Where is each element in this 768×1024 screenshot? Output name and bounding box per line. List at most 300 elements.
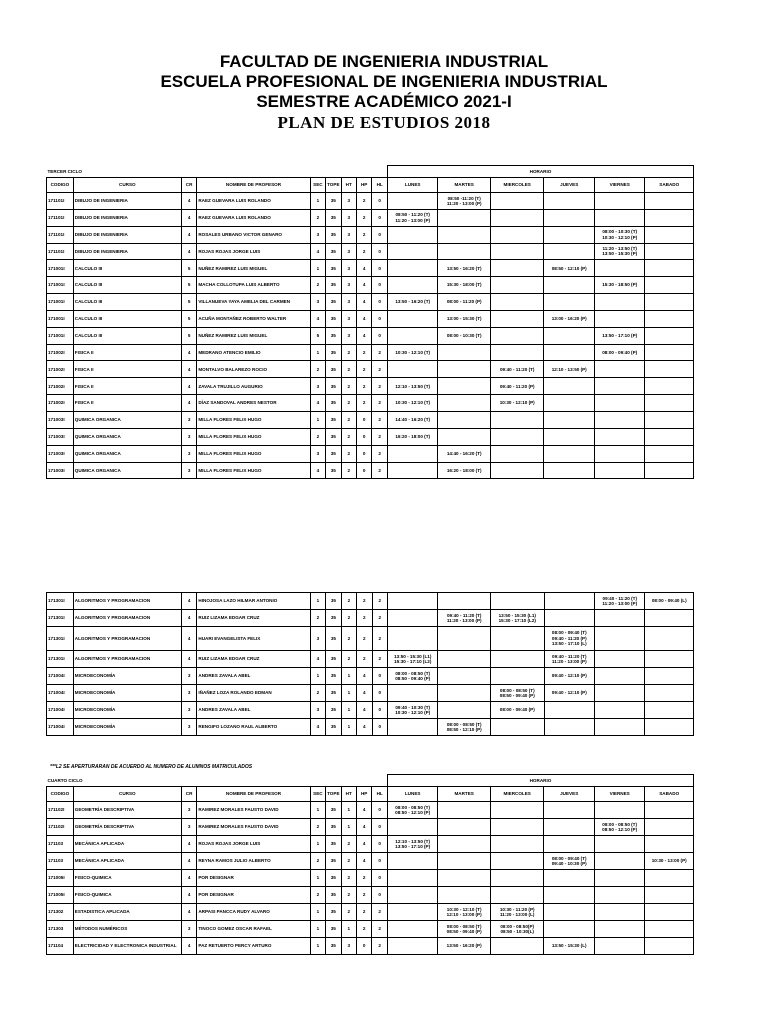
column-header: CURSO	[73, 178, 181, 193]
table-cell	[595, 651, 645, 668]
table-cell: 4	[181, 361, 196, 378]
table-cell	[594, 310, 644, 327]
table-cell: 3	[310, 627, 325, 651]
column-header: SABADO	[645, 787, 694, 802]
table-cell: 1	[310, 938, 325, 955]
table-cell	[645, 904, 694, 921]
table-cell: 4	[181, 378, 196, 395]
table-cell	[645, 193, 694, 210]
table-cell	[645, 887, 694, 904]
table-cell	[544, 428, 594, 445]
table-cell: DÍAZ SANDOVAL ANDRES NESTOR	[197, 395, 310, 412]
table-cell: 171301I	[47, 610, 74, 627]
table-cell	[645, 395, 694, 412]
table-cell	[645, 610, 694, 627]
table-cell: RAEZ GUEVARA LUIS ROLANDO	[197, 209, 310, 226]
table-row	[47, 627, 694, 651]
table-cell: 4	[356, 294, 371, 311]
table-cell	[544, 921, 594, 938]
table-cell: 08:00 - 09:40 (L)	[645, 593, 694, 610]
table-cell	[387, 193, 437, 210]
table-cell	[490, 819, 544, 836]
table-row	[47, 668, 694, 685]
table-cell: 3	[341, 243, 356, 260]
table-cell: 0	[372, 294, 388, 311]
table-cell: DIBUJO DE INGENIERIA	[73, 226, 181, 243]
table-cell: 08:00 - 09:40 (T) 09:40 - 10:30 (P)	[544, 853, 594, 870]
table-cell: 08:50 - 12:10 (P)	[544, 260, 594, 277]
table-cell: 0	[372, 226, 388, 243]
table-cell: 2	[356, 887, 371, 904]
table-cell: 5	[181, 260, 196, 277]
cycle-title: TERCER CICLO	[47, 168, 82, 174]
table-cell	[645, 260, 694, 277]
table-cell: 35	[326, 719, 341, 736]
table-cell	[438, 243, 491, 260]
column-header: JUEVES	[544, 787, 594, 802]
table-cell: 35	[326, 310, 341, 327]
table-cell: 5	[181, 277, 196, 294]
table-cell: 3	[181, 802, 196, 819]
table-cell: 35	[326, 193, 341, 210]
table-cell: 1	[310, 836, 325, 853]
table-cell: QUIMICA ORGANICA	[73, 445, 181, 462]
table-cell: POR DESIGNAR	[197, 870, 310, 887]
table-cell	[387, 938, 437, 955]
table-cell: 3	[310, 294, 325, 311]
table-row	[47, 361, 694, 378]
table-cell	[438, 593, 491, 610]
table-cell: 13:00 - 16:20 (P)	[544, 310, 594, 327]
table-cell: 5	[181, 327, 196, 344]
table-row	[47, 310, 694, 327]
table-cell: 35	[326, 395, 341, 412]
table-cell	[645, 445, 694, 462]
table-cell: 2	[341, 904, 356, 921]
table-cell: 35	[326, 921, 341, 938]
table-cell: 09:40 - 10:30 (T) 10:30 - 12:10 (P)	[387, 702, 437, 719]
column-header: HP	[356, 178, 371, 193]
table-cell	[544, 378, 594, 395]
table-cell: 171302	[47, 904, 74, 921]
table-cell: 15:30 - 18:00 (T)	[438, 277, 491, 294]
table-row	[47, 853, 694, 870]
table-cell: 08:00 - 09:40 (P)	[490, 702, 544, 719]
table-cell	[490, 668, 544, 685]
table-cell: 171101I	[47, 243, 74, 260]
table-cell	[490, 836, 544, 853]
table-cell: 35	[326, 209, 341, 226]
table-cell	[595, 610, 645, 627]
table-cell	[544, 209, 594, 226]
column-header: LUNES	[387, 178, 437, 193]
table-cell	[387, 610, 437, 627]
table-cell	[645, 462, 694, 479]
table-cell: 1	[310, 802, 325, 819]
table-cell: 08:00 - 08:50 (T) 08:50 - 09:40 (P)	[387, 668, 437, 685]
table-cell: ARPASI PANCCA RUDY ALVARO	[197, 904, 310, 921]
table-cell: ZAVALA TRUJILLO AUGURIO	[197, 378, 310, 395]
table-cell: 3	[181, 921, 196, 938]
table-cell: RENGIFO LOZANO RAUL ALBERTO	[197, 719, 310, 736]
table-cell	[490, 593, 544, 610]
table-cell: 2	[372, 395, 388, 412]
table-cell: 4	[356, 260, 371, 277]
table-cell: 10:30 - 12:10 (T)	[387, 344, 437, 361]
table-cell: ELECTRICIDAD Y ELECTRONICA INDUSTRIAL	[73, 938, 181, 955]
table-cell: 4	[357, 719, 372, 736]
table-cell: 35	[326, 428, 341, 445]
table-cell	[387, 277, 437, 294]
table-cell: 10:30 - 12:10 (T) 12:10 - 13:00 (P)	[438, 904, 491, 921]
table-cell: 4	[357, 685, 372, 702]
table-cell	[645, 378, 694, 395]
table-cell	[387, 627, 437, 651]
table-cell: 171004I	[47, 719, 74, 736]
table-cell: 1	[310, 344, 325, 361]
table-cell: 35	[326, 702, 341, 719]
table-cell	[645, 226, 694, 243]
table-cell	[544, 327, 594, 344]
table-cell: 14:40 - 16:20 (T)	[387, 411, 437, 428]
table-cell	[544, 719, 594, 736]
table-cell: 35	[326, 462, 341, 479]
table-cell: 0	[372, 243, 388, 260]
table-cell: 2	[341, 593, 356, 610]
table-cell: MICROECONOMÍA	[73, 668, 181, 685]
table-cell	[490, 428, 544, 445]
table-cell: DIBUJO DE INGENIERIA	[73, 243, 181, 260]
table-cell	[387, 853, 437, 870]
table-cell: 171103	[47, 853, 74, 870]
table-cell	[645, 802, 694, 819]
table-cell: PAZ RETUERTO PERCY ARTURO	[197, 938, 310, 955]
table-cell: 0	[372, 685, 387, 702]
table-cell: 3	[341, 938, 356, 955]
table-cell: 0	[372, 310, 388, 327]
table-cell: ANDRES ZAVALA ABEL	[197, 668, 310, 685]
table-cell: 2	[372, 428, 388, 445]
table-cell: 1	[341, 802, 356, 819]
table-cell: RAMIREZ MORALES FAUSTO DAVID	[197, 819, 310, 836]
table-cell	[438, 685, 491, 702]
table-cell: 3	[341, 193, 356, 210]
table-cell: 35	[326, 277, 341, 294]
table-cell: ALGORITMOS Y PROGRAMACION	[73, 593, 181, 610]
table-row	[47, 277, 694, 294]
table-cell: 10:30 - 12:10 (T)	[387, 395, 437, 412]
table-cell	[594, 294, 644, 311]
table-cell: 1	[310, 904, 325, 921]
table-cell	[490, 719, 544, 736]
table-cell: 4	[356, 277, 371, 294]
table-cell	[387, 685, 437, 702]
table-cell	[645, 627, 694, 651]
table-cell: FISICO-QUIMICA	[73, 870, 181, 887]
table-cell: 1	[310, 593, 325, 610]
table-cell	[594, 904, 644, 921]
table-cell	[490, 445, 544, 462]
table-cell: 3	[341, 209, 356, 226]
table-cell: 2	[341, 411, 356, 428]
table-cell: 35	[326, 260, 341, 277]
table-cell: 15:30 - 18:50 (P)	[594, 277, 644, 294]
table-cell: 10:30 - 12:10 (P)	[490, 395, 544, 412]
table-cell: POR DESIGNAR	[197, 887, 310, 904]
table-cell: 09:40 - 11:20 (T)	[490, 361, 544, 378]
table-cell: 2	[341, 610, 356, 627]
table-cell	[594, 870, 644, 887]
table-cell: 3	[341, 310, 356, 327]
table-cell	[594, 361, 644, 378]
table-cell: 2	[356, 921, 371, 938]
table-cell: 1	[341, 685, 356, 702]
table-cell: 35	[326, 610, 341, 627]
table-cell	[594, 378, 644, 395]
table-cell: 35	[326, 445, 341, 462]
table-cell: MICROECONOMÍA	[73, 702, 181, 719]
table-cell	[438, 702, 491, 719]
table-cell: REYNA RAMOS JULIO ALBERTO	[197, 853, 310, 870]
table-cell: 2	[372, 445, 388, 462]
table-cell: 171104	[47, 938, 74, 955]
table-cell: 0	[372, 802, 388, 819]
table-cell: 1	[341, 702, 356, 719]
table-cell: 35	[326, 819, 341, 836]
table-cell: 171001I	[47, 260, 74, 277]
table-cell: 4	[357, 668, 372, 685]
table-cell: 3	[310, 378, 325, 395]
table-cell: 4	[310, 395, 325, 412]
table-cell: 4	[181, 651, 196, 668]
table-cell	[438, 428, 491, 445]
table-cell: 2	[372, 344, 388, 361]
table-cell: 4	[356, 836, 371, 853]
table-cell: 13:50 - 16:20 (T)	[438, 260, 491, 277]
table-cell	[645, 361, 694, 378]
table-cell: FISICA II	[73, 395, 181, 412]
table-cell: 0	[356, 428, 371, 445]
table-cell: 2	[372, 904, 388, 921]
table-cell: 08:00 - 09:40 (P)	[594, 344, 644, 361]
table-cell	[490, 193, 544, 210]
table-cell: 3	[341, 260, 356, 277]
table-cell: 171005I	[47, 870, 74, 887]
table-row	[47, 294, 694, 311]
table-cell: MACHA COLLOTUPA LUIS ALBERTO	[197, 277, 310, 294]
table-cell	[544, 702, 594, 719]
table-cell	[387, 260, 437, 277]
table-cell: 12:10 - 13:50 (T)	[387, 378, 437, 395]
table-cell: 2	[372, 593, 387, 610]
table-cell	[645, 209, 694, 226]
table-cell: 0	[356, 445, 371, 462]
table-cell: 4	[181, 344, 196, 361]
table-cell: 2	[310, 209, 325, 226]
table-cell: 08:00 - 09:40 (T) 09:40 - 11:20 (P) 13:50 - 17:10 (L)	[544, 627, 594, 651]
table-cell	[544, 836, 594, 853]
table-cell: 0	[372, 853, 388, 870]
column-header: MARTES	[438, 178, 491, 193]
table-cell: 171001I	[47, 294, 74, 311]
table-cell: VILLANUEVA YAYA AMELIA DEL CARMEN	[197, 294, 310, 311]
table-cell	[490, 209, 544, 226]
table-cell	[438, 853, 491, 870]
table-cell	[645, 243, 694, 260]
table-cell: MÉTODOS NUMÉRICOS	[73, 921, 181, 938]
table-cell: 13:50 - 16:20 (T)	[387, 294, 437, 311]
table-cell	[645, 870, 694, 887]
table-cell	[544, 411, 594, 428]
table-cell: 0	[372, 193, 388, 210]
table-cell	[645, 702, 694, 719]
table-cell: 171003I	[47, 411, 74, 428]
table-cell: 1	[341, 668, 356, 685]
table-cell: 2	[372, 938, 388, 955]
table-cell	[387, 327, 437, 344]
table-cell: 09:40 - 12:10 (P)	[544, 685, 594, 702]
table-cell: 4	[181, 627, 196, 651]
table-cell: 4	[181, 395, 196, 412]
table-cell: 2	[310, 277, 325, 294]
lab-note: ***L2 SE APERTURARAN DE ACUERDO AL NUMERO DE ALUMNOS MATRICULADOS	[50, 764, 253, 770]
table-cell: 3	[181, 462, 196, 479]
table-cell: 3	[181, 719, 196, 736]
table-cell: 2	[310, 361, 325, 378]
column-header: SABADO	[645, 178, 694, 193]
table-cell	[387, 719, 437, 736]
table-row	[47, 260, 694, 277]
table-row	[47, 209, 694, 226]
table-cell: CALCULO III	[73, 310, 181, 327]
table-cell: FISICO-QUIMICA	[73, 887, 181, 904]
table-cell: 1	[310, 260, 325, 277]
table-cell	[594, 209, 644, 226]
table-cell: 171102I	[47, 802, 74, 819]
table-cell: CALCULO III	[73, 294, 181, 311]
table-cell: 4	[310, 462, 325, 479]
table-cell	[438, 209, 491, 226]
table-cell: 35	[326, 361, 341, 378]
table-cell: 171001I	[47, 327, 74, 344]
table-cell: 0	[372, 702, 387, 719]
table-cell	[544, 445, 594, 462]
table-cell	[594, 921, 644, 938]
table-cell	[645, 277, 694, 294]
table-cell: 09:40 - 12:10 (P)	[544, 668, 594, 685]
table-row	[47, 938, 694, 955]
table-cell: 1	[310, 870, 325, 887]
table-cell: 08:00 - 08:50(P) 08:50 - 10:30(L)	[490, 921, 544, 938]
table-cell: 2	[356, 243, 371, 260]
table-cell: 171003I	[47, 428, 74, 445]
table-cell: 171102I	[47, 819, 74, 836]
table-cell	[645, 310, 694, 327]
table-cell: 3	[181, 445, 196, 462]
table-cell	[594, 887, 644, 904]
table-cell: ESTADISTICA APLICADA	[73, 904, 181, 921]
faculty-title: FACULTAD DE INGENIERIA INDUSTRIAL	[219, 52, 549, 71]
column-header: NOMBRE DE PROFESOR	[197, 787, 310, 802]
table-cell: 2	[357, 627, 372, 651]
table-cell: ANDRES ZAVALA ABEL	[197, 702, 310, 719]
table-cell: 13:50 - 17:10 (P)	[594, 327, 644, 344]
table-cell: 35	[326, 651, 341, 668]
table-cell: 2	[341, 836, 356, 853]
table-cell: 4	[181, 593, 196, 610]
table-cell	[490, 853, 544, 870]
table-cell: 4	[310, 651, 325, 668]
column-header: TOPE	[326, 787, 341, 802]
table-cell	[594, 193, 644, 210]
column-header: HP	[356, 787, 371, 802]
column-header: CR	[181, 787, 196, 802]
table-cell: NUÑEZ RAMIREZ LUIS MIGUEL	[197, 327, 310, 344]
table-cell	[387, 445, 437, 462]
table-cell: DIBUJO DE INGENIERIA	[73, 193, 181, 210]
table-cell: 2	[372, 610, 387, 627]
table-cell	[490, 887, 544, 904]
table-cell	[645, 668, 694, 685]
table-cell: 0	[356, 938, 371, 955]
table-cell	[645, 294, 694, 311]
table-cell	[438, 802, 491, 819]
table-row	[47, 428, 694, 445]
table-cell: HUARI EVANGELISTA FELIX	[197, 627, 310, 651]
table-cell: 171301I	[47, 593, 74, 610]
table-cell: 3	[341, 226, 356, 243]
column-header: MIERCOLES	[490, 178, 544, 193]
column-header: LUNES	[387, 787, 437, 802]
table-cell: 35	[326, 243, 341, 260]
table-cell: 4	[181, 870, 196, 887]
table-cell: DIBUJO DE INGENIERIA	[73, 209, 181, 226]
table-cell	[438, 870, 491, 887]
table-cell: 171001I	[47, 310, 74, 327]
table-cell: MICROECONOMÍA	[73, 685, 181, 702]
table-cell: 1	[341, 819, 356, 836]
table-cell: 08:50 - 11:20 (T) 11:20 - 13:00 (P)	[387, 209, 437, 226]
table-cell	[490, 802, 544, 819]
table-cell	[387, 361, 437, 378]
table-row	[47, 719, 694, 736]
table-cell: 3	[181, 819, 196, 836]
table-cell	[387, 870, 437, 887]
table-cell	[594, 428, 644, 445]
table-cell	[438, 819, 491, 836]
table-row	[47, 651, 694, 668]
table-cell: IÑAÑEZ LOZA ROLANDO EDMAN	[197, 685, 310, 702]
table-cell	[490, 870, 544, 887]
table-cell	[490, 277, 544, 294]
table-cell: ROSALES URBANO VICTOR GENARO	[197, 226, 310, 243]
table-cell: 09:40 - 11:20 (T) 11:20 - 13:00 (P)	[438, 610, 491, 627]
table-cell: 35	[326, 802, 341, 819]
table-cell	[645, 719, 694, 736]
table-cell: 13:50 - 16:20 (P)	[438, 938, 491, 955]
column-header: JUEVES	[544, 178, 594, 193]
table-cell	[645, 411, 694, 428]
table-cell: 4	[181, 193, 196, 210]
table-cell	[490, 411, 544, 428]
table-cell	[595, 668, 645, 685]
table-cell: GEOMETRÍA DESCRIPTIVA	[73, 819, 181, 836]
table-cell: 2	[356, 395, 371, 412]
table-cell	[645, 344, 694, 361]
table-row	[47, 445, 694, 462]
table-row	[47, 344, 694, 361]
table-cell: 4	[310, 719, 325, 736]
